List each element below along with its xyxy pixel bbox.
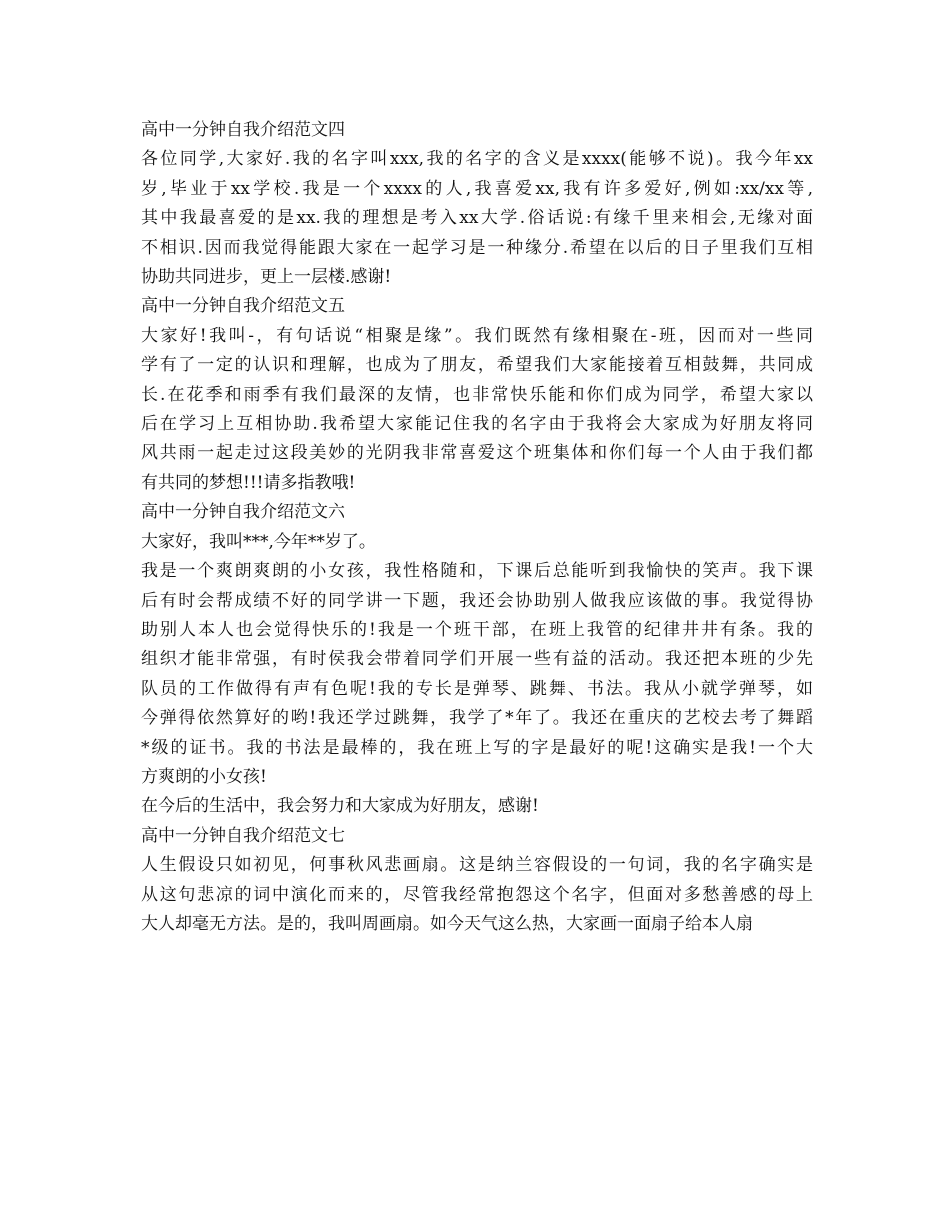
paragraph-line: 队员的工作做得有声有色呢!我的专长是弹琴、跳舞、书法。我从小就学弹琴，如	[141, 678, 813, 699]
document-section	[141, 822, 813, 940]
paragraph-line: 在今后的生活中，我会努力和大家成为好朋友，感谢!	[141, 796, 539, 817]
paragraph-line: 后在学习上互相协助.我希望大家能记住我的名字由于我将会大家成为好朋友将同	[141, 414, 813, 435]
document-section	[141, 498, 813, 821]
paragraph-line: 其中我最喜爱的是xx.我的理想是考入xx大学.俗话说:有缘千里来相会,无缘对面	[141, 208, 813, 229]
paragraph-line: 大人却毫无方法。是的，我叫周画扇。如今天气这么热，大家画一面扇子给本人扇	[141, 913, 753, 934]
section-heading: 高中一分钟自我介绍范文四	[141, 120, 345, 140]
paragraph-line: 今弹得依然算好的哟!我还学过跳舞，我学了*年了。我还在重庆的艺校去考了舞蹈	[141, 708, 813, 729]
paragraph-line: 大家好，我叫***,今年**岁了。	[141, 531, 376, 552]
section-heading: 高中一分钟自我介绍范文六	[141, 502, 345, 523]
paragraph-line: 从这句悲凉的词中演化而来的，尽管我经常抱怨这个名字，但面对多愁善感的母上	[141, 884, 813, 905]
paragraph	[141, 322, 813, 498]
paragraph-line: 大家好!我叫-，有句话说“相聚是缘”。我们既然有缘相聚在-班，因而对一些同	[141, 325, 813, 346]
paragraph-line: 助别人本人也会觉得快乐的!我是一个班干部，在班上我管的纪律井井有条。我的	[141, 619, 813, 640]
paragraph-line: 有共同的梦想!!!请多指教哦!	[141, 472, 356, 493]
paragraph	[141, 145, 813, 292]
section-heading: 高中一分钟自我介绍范文七	[141, 825, 345, 846]
paragraph-line: 人生假设只如初见，何事秋风悲画扇。这是纳兰容假设的一句词，我的名字确实是	[141, 855, 813, 876]
paragraph-line: 风共雨一起走过这段美妙的光阴我非常喜爱这个班集体和你们每一个人由于我们都	[141, 443, 813, 464]
paragraph-line: 组织才能非常强，有时侯我会带着同学们开展一些有益的活动。我还把本班的少先	[141, 649, 813, 670]
document-section	[141, 292, 813, 498]
paragraph-line: 各位同学,大家好.我的名字叫xxx,我的名字的含义是xxxx(能够不说)。我今年xx	[141, 149, 813, 170]
paragraph-line: 长.在花季和雨季有我们最深的友情，也非常快乐能和你们成为同学，希望大家以	[141, 384, 813, 405]
document-section	[141, 116, 813, 292]
paragraph-line: 我是一个爽朗爽朗的小女孩，我性格随和，下课后总能听到我愉快的笑声。我下课	[141, 561, 813, 582]
paragraph	[141, 528, 813, 557]
paragraph-line: *级的证书。我的书法是最棒的，我在班上写的字是最好的呢!这确实是我!一个大	[141, 737, 813, 758]
paragraph-line: 不相识.因而我觉得能跟大家在一起学习是一种缘分.希望在以后的日子里我们互相	[141, 237, 813, 258]
section-heading: 高中一分钟自我介绍范文五	[141, 296, 345, 317]
paragraph-line: 岁,毕业于xx学校.我是一个xxxx的人,我喜爱xx,我有许多爱好,例如:xx/xx等,	[141, 178, 813, 199]
document-page	[141, 116, 813, 939]
paragraph	[141, 792, 813, 821]
paragraph-line: 学有了一定的认识和理解，也成为了朋友，希望我们大家能接着互相鼓舞，共同成	[141, 355, 813, 376]
paragraph-line: 后有时会帮成绩不好的同学讲一下题，我还会协助别人做我应该做的事。我觉得协	[141, 590, 813, 611]
paragraph	[141, 851, 813, 939]
paragraph-line: 协助共同进步，更上一层楼.感谢!	[141, 267, 392, 288]
paragraph	[141, 557, 813, 792]
paragraph-line: 方爽朗的小女孩!	[141, 766, 267, 787]
